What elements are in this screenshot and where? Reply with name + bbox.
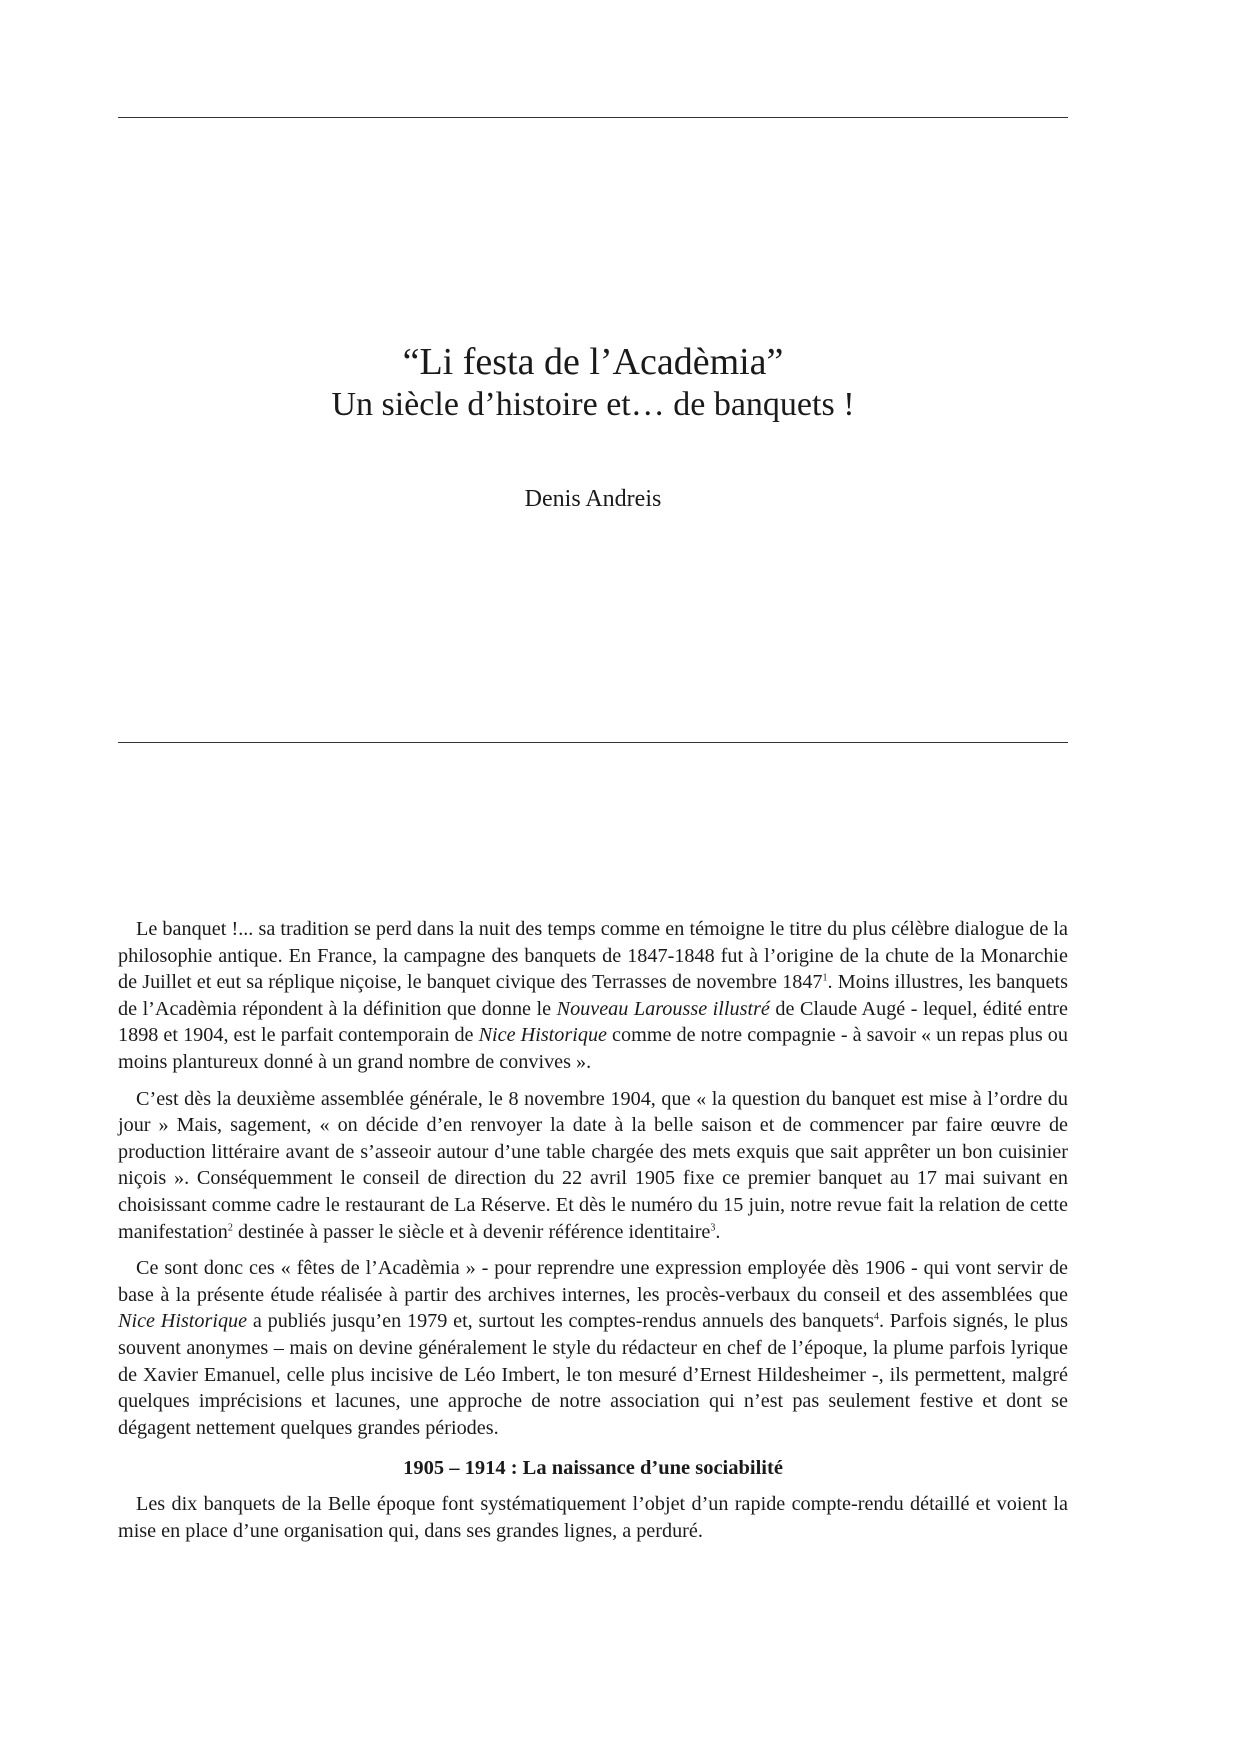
top-rule (118, 117, 1068, 118)
footnote-ref-1[interactable]: 1 (822, 972, 828, 984)
article-title (118, 340, 1068, 426)
paragraph-3: Ce sont donc ces « fêtes de l’Acadèmia » - pour reprendre une expression employée dès 1906 - qui vont servir de base à la présente étude réalisée à partir des archives internes, les procès-verbaux du conseil et des assemblées que Nice Historique a publiés jusqu’en 1979 et, surtout les comptes-rendus annuels des banquets$^4$. Parfois signés, le plus souvent anonymes – mais on devine généralement le style du rédacteur en chef de l’époque, la plume parfois lyrique de Xavier Emanuel, celle plus incisive de Léo Imbert, le ton mesuré d’Ernest Hildesheimer -, ils permettent, malgré quelques imprécisions et lacunes, une approche de notre association qui n’est pas seulement festive et dont se dégagent nettement quelques grandes périodes. (118, 1257, 1068, 1439)
paragraph-4: Les dix banquets de la Belle époque font systématiquement l’objet d’un rapide compte-rendu détaillé et voient la mise en place d’une organisation qui, dans ses grandes lignes, a perduré. (118, 1493, 1068, 1542)
title-subtitle: Un siècle d’histoire et… de banquets ! (331, 386, 855, 423)
title-main: “Li festa de l’Acadèmia” (402, 341, 784, 383)
journal-title: Nice Historique (478, 1024, 607, 1047)
footnote-ref-3[interactable]: 3 (710, 1221, 716, 1233)
author-name: Denis Andreis (524, 486, 662, 512)
bottom-rule (118, 742, 1068, 743)
article-body (118, 916, 1068, 1554)
footnote-ref-2[interactable]: 2 (227, 1221, 233, 1233)
paragraph-2: C’est dès la deuxième assemblée générale, le 8 novembre 1904, que « la question du banquet est mise à l’ordre du jour » Mais, sagement, « on décide d’en renvoyer la date à la belle saison et de commencer par faire œuvre de production littéraire avant de s’asseoir autour d’une table chargée des mets exquis que sait apprêter un bon cuisinier niçois ». Conséquemment le conseil de direction du 22 avril 1905 fixe ce premier banquet au 17 mai suivant en choisissant comme cadre le restaurant de La Réserve. Et dès le numéro du 15 juin, notre revue fait la relation de cette manifestation$^2$ destinée à passer le siècle et à devenir référence identitaire$^3$. (118, 1087, 1068, 1243)
section-heading: 1905 – 1914 : La naissance d’une sociabilité (403, 1457, 783, 1480)
paragraph-1: Le banquet !... sa tradition se perd dans la nuit des temps comme en témoigne le titre du plus célèbre dialogue de la philosophie antique. En France, la campagne des banquets de 1847-1848 fut à l’origine de la chute de la Monarchie de Juillet et eut sa réplique niçoise, le banquet civique des Terrasses de novembre 1847$^1$. Moins illustres, les banquets de l’Acadèmia répondent à la définition que donne le Nouveau Larousse illustré de Claude Augé - lequel, édité entre 1898 et 1904, est le parfait contemporain de Nice Historique comme de notre compagnie - à savoir « un repas plus ou moins plantureux donné à un grand nombre de convives ». (118, 918, 1068, 1073)
larousse-title: Nouveau Larousse illustré (556, 997, 770, 1020)
footnote-ref-4[interactable]: 4 (873, 1311, 879, 1323)
journal-title: Nice Historique (118, 1310, 248, 1333)
